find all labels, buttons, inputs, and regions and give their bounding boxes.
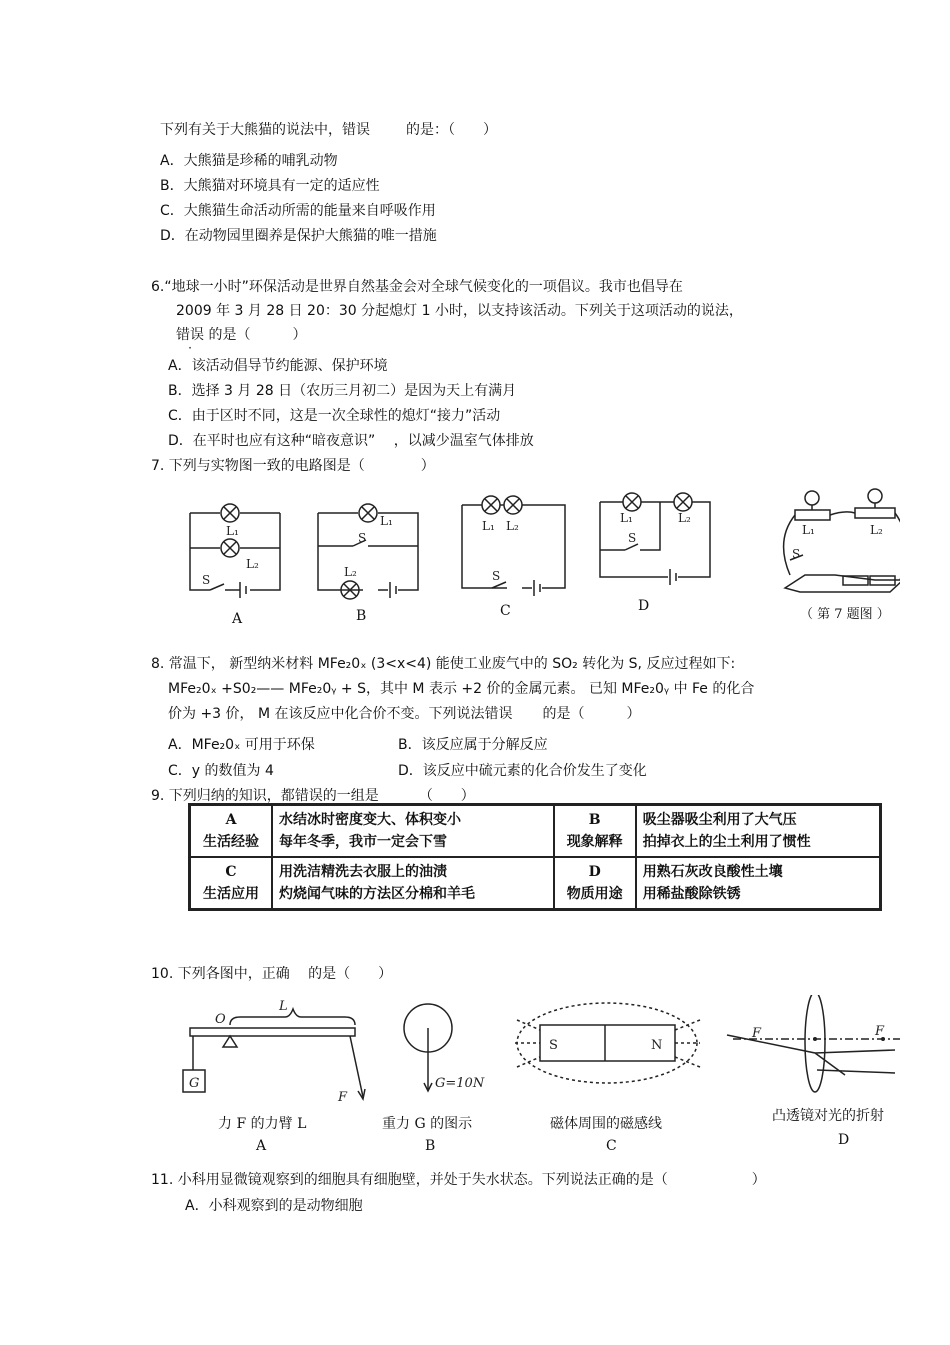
label-s-b: S [358, 531, 367, 545]
circuit-d [600, 493, 710, 585]
row-a-item-1: 水结冰时密度变大、体积变小 [279, 812, 461, 828]
q5-stem-a: 下列有关于大熊猫的说法中，错误 [160, 122, 370, 138]
label-l1-d: L₁ [620, 511, 633, 525]
lens-f-left-label: F [752, 1026, 762, 1041]
q8-option-c: C．y 的数值为 4 [168, 763, 274, 779]
lever-o-label: O [215, 1012, 226, 1027]
q5-option-b: B．大熊猫对环境具有一定的适应性 [160, 178, 380, 194]
q8-option-a: A．MFe₂0ₓ 可用于环保 [168, 737, 315, 753]
q9-stem-a: 9. 下列归纳的知识，都错误的一组是 [151, 788, 379, 804]
lever-g-label: G [189, 1076, 200, 1091]
q5-option-a: A．大熊猫是珍稀的哺乳动物 [160, 153, 338, 169]
q5-option-d: D．在动物园里圈养是保护大熊猫的唯一措施 [160, 228, 437, 244]
row-c-title: 生活应用 [203, 886, 259, 902]
label-l1-c: L₁ [482, 519, 495, 533]
lens-figure [727, 995, 900, 1092]
q7-apparatus-photo [784, 489, 900, 592]
q8-line2: MFe₂0ₓ +S0₂—— MFe₂0ᵧ + S，其中 M 表示 +2 价的金属元素。 已知 MFe₂0ᵧ 中 Fe 的化合 [168, 681, 755, 697]
q11-option-a: A．小科观察到的是动物细胞 [185, 1198, 363, 1214]
q7-fig-d-letter: D [638, 598, 650, 614]
q6-option-b: B．选择 3 月 28 日（农历三月初二）是因为天上有满月 [168, 383, 517, 399]
q7-circuit-figures [180, 480, 900, 630]
table-cell-body-b [636, 805, 881, 858]
table-cell-body-a [272, 805, 554, 858]
label-s-c: S [492, 569, 501, 583]
q6-option-d: D．在平时也应有这种“暗夜意识” ，以减少温室气体排放 [168, 433, 534, 449]
row-c-letter: C [225, 864, 237, 880]
q10-fig-d-letter: D [838, 1132, 850, 1148]
q8-line3-b: 的是（ ） [542, 706, 641, 722]
label-l2-d: L₂ [678, 511, 691, 525]
circuit-b [318, 504, 418, 599]
table-cell-head-b [554, 805, 636, 858]
q6-line3 [176, 326, 306, 344]
circuit-c [462, 496, 565, 596]
table-cell-head-d [554, 857, 636, 910]
q9-stem-b: （ ） [418, 788, 475, 804]
lens-f-right-label: F [875, 1024, 885, 1039]
q5-stem-b: 的是：（ ） [406, 122, 497, 138]
q10-fig-b-caption: 重力 G 的图示 [382, 1116, 473, 1132]
label-s-a: S [202, 573, 211, 587]
label-l2-b: L₂ [344, 565, 357, 579]
q10-stem-b: 的是（ ） [303, 966, 393, 982]
q8-option-b: B．该反应属于分解反应 [398, 737, 548, 753]
q10-fig-d-caption: 凸透镜对光的折射 [772, 1108, 884, 1124]
table-cell-body-c [272, 857, 554, 910]
q6-emphasis-word: 错误 [176, 327, 204, 343]
label-s-photo: S [792, 547, 801, 561]
q7-fig-a-letter: A [232, 611, 243, 627]
row-b-title: 现象解释 [566, 834, 623, 850]
q9-knowledge-table [188, 803, 882, 911]
q8-option-d: D．该反应中硫元素的化合价发生了变化 [398, 763, 647, 779]
q10-fig-a-caption: 力 F 的力臂 L [218, 1116, 307, 1132]
lever-figure [183, 1009, 365, 1099]
q8-line3 [168, 705, 641, 723]
row-c-item-1: 用洗洁精洗去衣服上的油渍 [279, 864, 447, 880]
row-a-title: 生活经验 [203, 834, 259, 850]
q10-fig-c-letter: C [606, 1138, 617, 1154]
row-d-item-2: 用稀盐酸除铁锈 [642, 886, 741, 902]
row-d-letter: D [588, 864, 601, 880]
table-cell-body-d [636, 857, 881, 910]
label-s-d: S [628, 531, 637, 545]
row-d-item-1: 用熟石灰改良酸性土壤 [642, 864, 783, 880]
lever-f-label: F [338, 1090, 348, 1105]
q10-physics-figures [155, 995, 900, 1110]
magnet-figure [515, 1003, 700, 1083]
row-b-letter: B [588, 812, 601, 828]
q7-photo-caption: （ 第 7 题图 ） [800, 607, 890, 622]
table-row [190, 857, 881, 910]
lever-l-label: L [279, 999, 288, 1014]
label-l2-a: L₂ [246, 557, 259, 571]
q6-option-a: A．该活动倡导节约能源、保护环境 [168, 358, 388, 374]
q10-stem-a: 10. 下列各图中，正确 [151, 966, 290, 982]
label-l1-b: L₁ [380, 514, 393, 528]
q7-fig-c-letter: C [500, 603, 511, 619]
magnet-n-label: N [651, 1038, 663, 1053]
row-a-letter: A [225, 812, 237, 828]
table-cell-head-c [190, 857, 273, 910]
magnet-s-label: S [549, 1038, 558, 1053]
row-c-item-2: 灼烧闻气味的方法区分棉和羊毛 [279, 886, 475, 902]
table-cell-head-a [190, 805, 273, 858]
q11-stem: 11. 小科用显微镜观察到的细胞具有细胞壁，并处于失水状态。下列说法正确的是（ ） [151, 1172, 766, 1188]
q10-fig-a-letter: A [256, 1138, 267, 1154]
table-row [190, 805, 881, 858]
gravity-g-label: G=10N [435, 1076, 485, 1091]
row-d-title: 物质用途 [566, 886, 623, 902]
label-l2-c: L₂ [506, 519, 519, 533]
row-b-item-2: 拍掉衣上的尘土利用了惯性 [642, 834, 811, 850]
q7-stem: 7. 下列与实物图一致的电路图是（ ） [151, 458, 435, 474]
q6-line3-rest: 的是（ ） [204, 327, 307, 343]
q10-stem [151, 965, 392, 983]
label-l1-a: L₁ [226, 524, 239, 538]
q6-line1: 6.“地球一小时”环保活动是世界自然基金会对全球气候变化的一项倡议。我市也倡导在 [151, 279, 683, 295]
label-l1-photo: L₁ [802, 523, 815, 537]
q10-fig-c-caption: 磁体周围的磁感线 [550, 1116, 662, 1132]
label-l2-photo: L₂ [870, 523, 883, 537]
q6-line2: 2009 年 3 月 28 日 20：30 分起熄灯 1 小时，以支持该活动。下列关于这项活动的说法， [176, 303, 743, 319]
q8-line3-a: 价为 +3 价， M 在该反应中化合价不变。下列说法错误 [168, 706, 513, 722]
q5-option-c: C．大熊猫生命活动所需的能量来自呼吸作用 [160, 203, 436, 219]
q5-stem [160, 121, 497, 139]
q6-option-c: C．由于区时不同，这是一次全球性的熄灯“接力”活动 [168, 408, 501, 424]
q8-line1: 8. 常温下， 新型纳米材料 MFe₂0ₓ (3<x<4) 能使工业废气中的 SO₂ 转化为 S, 反应过程如下: [151, 656, 736, 672]
row-a-item-2: 每年冬季，我市一定会下雪 [279, 834, 447, 850]
q7-fig-b-letter: B [356, 608, 367, 624]
q10-fig-b-letter: B [425, 1138, 436, 1154]
row-b-item-1: 吸尘器吸尘利用了大气压 [642, 812, 797, 828]
